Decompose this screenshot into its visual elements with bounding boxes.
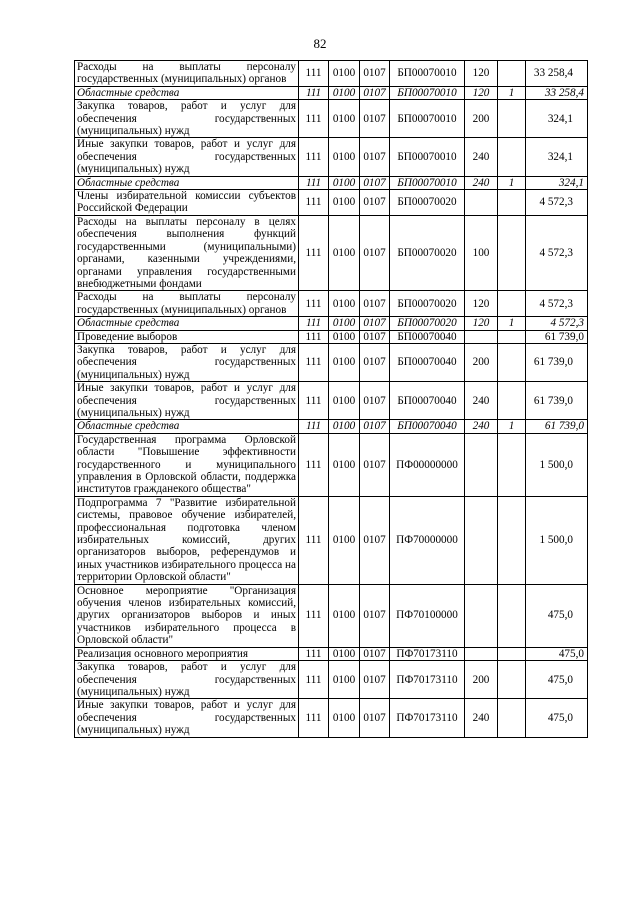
row-funding-source-cell xyxy=(498,496,526,584)
row-target-article-cell: БП00070040 xyxy=(390,330,465,343)
table-row xyxy=(75,584,588,647)
row-name-cell: Расходы на выплаты персоналу в целях обеспечения выполнения функций государственными (муниципальными) органами, казенными учреждениями, органами управления государственными внебюджетными фондами xyxy=(75,215,299,290)
row-name-cell: Областные средства xyxy=(75,86,299,99)
row-ministry-code-cell: 111 xyxy=(299,661,329,699)
row-section-code-cell: 0100 xyxy=(329,343,360,381)
row-target-article-cell: БП00070010 xyxy=(390,176,465,189)
row-section-code-cell: 0100 xyxy=(329,433,360,496)
row-section-code-cell: 0100 xyxy=(329,176,360,189)
row-name-cell: Иные закупки товаров, работ и услуг для обеспечения государственных (муниципальных) нужд xyxy=(75,699,299,737)
row-ministry-code-cell: 111 xyxy=(299,86,329,99)
table-row xyxy=(75,86,588,99)
table-row xyxy=(75,496,588,584)
table-row xyxy=(75,420,588,433)
row-ministry-code-cell: 111 xyxy=(299,61,329,87)
row-section-code-cell: 0100 xyxy=(329,317,360,330)
row-ministry-code-cell: 111 xyxy=(299,420,329,433)
row-ministry-code-cell: 111 xyxy=(299,138,329,176)
row-expense-type-cell: 200 xyxy=(465,100,498,138)
row-section-code-cell: 0100 xyxy=(329,420,360,433)
row-expense-type-cell: 240 xyxy=(465,420,498,433)
row-target-article-cell: БП00070040 xyxy=(390,343,465,381)
row-ministry-code-cell: 111 xyxy=(299,190,329,216)
row-target-article-cell: ПФ70173110 xyxy=(390,661,465,699)
row-ministry-code-cell: 111 xyxy=(299,496,329,584)
row-subsection-code-cell: 0107 xyxy=(360,433,390,496)
row-section-code-cell: 0100 xyxy=(329,699,360,737)
row-funding-source-cell xyxy=(498,291,526,317)
row-section-code-cell: 0100 xyxy=(329,138,360,176)
row-funding-source-cell xyxy=(498,330,526,343)
row-subsection-code-cell: 0107 xyxy=(360,699,390,737)
row-expense-type-cell: 200 xyxy=(465,661,498,699)
row-section-code-cell: 0100 xyxy=(329,86,360,99)
row-target-article-cell: БП00070010 xyxy=(390,100,465,138)
row-expense-type-cell: 100 xyxy=(465,215,498,290)
row-section-code-cell: 0100 xyxy=(329,382,360,420)
table-row xyxy=(75,343,588,381)
row-amount-cell: 324,1 xyxy=(526,176,588,189)
row-expense-type-cell xyxy=(465,647,498,660)
row-name-cell: Проведение выборов xyxy=(75,330,299,343)
row-expense-type-cell xyxy=(465,584,498,647)
row-expense-type-cell: 240 xyxy=(465,176,498,189)
row-name-cell: Иные закупки товаров, работ и услуг для обеспечения государственных (муниципальных) нужд xyxy=(75,382,299,420)
row-ministry-code-cell: 111 xyxy=(299,584,329,647)
table-row xyxy=(75,330,588,343)
row-amount-cell: 1 500,0 xyxy=(526,496,588,584)
row-amount-cell: 61 739,0 xyxy=(526,330,588,343)
row-name-cell: Расходы на выплаты персоналу государственных (муниципальных) органов xyxy=(75,291,299,317)
row-subsection-code-cell: 0107 xyxy=(360,420,390,433)
table-row xyxy=(75,100,588,138)
row-target-article-cell: ПФ00000000 xyxy=(390,433,465,496)
row-expense-type-cell: 240 xyxy=(465,699,498,737)
table-row xyxy=(75,661,588,699)
table-row xyxy=(75,291,588,317)
row-subsection-code-cell: 0107 xyxy=(360,138,390,176)
row-ministry-code-cell: 111 xyxy=(299,317,329,330)
row-expense-type-cell: 240 xyxy=(465,382,498,420)
row-expense-type-cell: 120 xyxy=(465,61,498,87)
row-section-code-cell: 0100 xyxy=(329,100,360,138)
row-funding-source-cell: 1 xyxy=(498,317,526,330)
row-funding-source-cell xyxy=(498,100,526,138)
row-subsection-code-cell: 0107 xyxy=(360,176,390,189)
row-funding-source-cell: 1 xyxy=(498,420,526,433)
row-name-cell: Иные закупки товаров, работ и услуг для обеспечения государственных (муниципальных) нужд xyxy=(75,138,299,176)
table-row xyxy=(75,215,588,290)
row-section-code-cell: 0100 xyxy=(329,661,360,699)
row-target-article-cell: ПФ70100000 xyxy=(390,584,465,647)
row-funding-source-cell xyxy=(498,343,526,381)
row-amount-cell: 61 739,0 xyxy=(526,420,588,433)
row-amount-cell: 33 258,4 xyxy=(526,86,588,99)
row-section-code-cell: 0100 xyxy=(329,291,360,317)
row-name-cell: Закупка товаров, работ и услуг для обеспечения государственных (муниципальных) нужд xyxy=(75,343,299,381)
row-expense-type-cell: 120 xyxy=(465,317,498,330)
row-amount-cell: 61 739,0 xyxy=(526,343,588,381)
row-funding-source-cell xyxy=(498,661,526,699)
row-target-article-cell: ПФ70173110 xyxy=(390,699,465,737)
row-amount-cell: 324,1 xyxy=(526,138,588,176)
row-amount-cell: 33 258,4 xyxy=(526,61,588,87)
row-subsection-code-cell: 0107 xyxy=(360,215,390,290)
row-name-cell: Члены избирательной комиссии субъектов Российской Федерации xyxy=(75,190,299,216)
row-name-cell: Закупка товаров, работ и услуг для обеспечения государственных (муниципальных) нужд xyxy=(75,100,299,138)
row-section-code-cell: 0100 xyxy=(329,330,360,343)
row-subsection-code-cell: 0107 xyxy=(360,382,390,420)
table-row xyxy=(75,433,588,496)
row-expense-type-cell xyxy=(465,190,498,216)
row-name-cell: Реализация основного мероприятия xyxy=(75,647,299,660)
row-funding-source-cell: 1 xyxy=(498,86,526,99)
row-section-code-cell: 0100 xyxy=(329,584,360,647)
row-section-code-cell: 0100 xyxy=(329,61,360,87)
table-row xyxy=(75,317,588,330)
row-target-article-cell: БП00070020 xyxy=(390,291,465,317)
row-funding-source-cell xyxy=(498,584,526,647)
table-row xyxy=(75,176,588,189)
row-target-article-cell: ПФ70000000 xyxy=(390,496,465,584)
row-expense-type-cell xyxy=(465,496,498,584)
row-target-article-cell: БП00070010 xyxy=(390,61,465,87)
page-number: 82 xyxy=(313,36,327,51)
row-ministry-code-cell: 111 xyxy=(299,699,329,737)
row-funding-source-cell xyxy=(498,215,526,290)
row-name-cell: Областные средства xyxy=(75,176,299,189)
row-name-cell: Областные средства xyxy=(75,317,299,330)
budget-table xyxy=(74,60,588,738)
row-ministry-code-cell: 111 xyxy=(299,100,329,138)
row-name-cell: Основное мероприятие "Организация обучения членов избирательных комиссий, других организаторов выборов и иных участников избирательного процесса в Орловской области" xyxy=(75,584,299,647)
row-ministry-code-cell: 111 xyxy=(299,647,329,660)
row-ministry-code-cell: 111 xyxy=(299,343,329,381)
row-funding-source-cell xyxy=(498,382,526,420)
row-target-article-cell: БП00070020 xyxy=(390,190,465,216)
row-funding-source-cell xyxy=(498,138,526,176)
row-name-cell: Закупка товаров, работ и услуг для обеспечения государственных (муниципальных) нужд xyxy=(75,661,299,699)
row-funding-source-cell xyxy=(498,699,526,737)
row-section-code-cell: 0100 xyxy=(329,496,360,584)
row-funding-source-cell xyxy=(498,190,526,216)
row-amount-cell: 1 500,0 xyxy=(526,433,588,496)
row-amount-cell: 4 572,3 xyxy=(526,291,588,317)
row-name-cell: Областные средства xyxy=(75,420,299,433)
row-subsection-code-cell: 0107 xyxy=(360,661,390,699)
row-expense-type-cell xyxy=(465,433,498,496)
budget-table-body xyxy=(75,61,588,738)
row-ministry-code-cell: 111 xyxy=(299,382,329,420)
row-target-article-cell: БП00070010 xyxy=(390,138,465,176)
row-subsection-code-cell: 0107 xyxy=(360,343,390,381)
table-row xyxy=(75,699,588,737)
row-subsection-code-cell: 0107 xyxy=(360,86,390,99)
row-subsection-code-cell: 0107 xyxy=(360,190,390,216)
row-amount-cell: 475,0 xyxy=(526,647,588,660)
row-amount-cell: 475,0 xyxy=(526,661,588,699)
row-section-code-cell: 0100 xyxy=(329,215,360,290)
row-subsection-code-cell: 0107 xyxy=(360,291,390,317)
table-row xyxy=(75,190,588,216)
row-target-article-cell: ПФ70173110 xyxy=(390,647,465,660)
row-expense-type-cell: 120 xyxy=(465,291,498,317)
row-ministry-code-cell: 111 xyxy=(299,330,329,343)
row-name-cell: Подпрограмма 7 "Развитие избирательной системы, правовое обучение избирателей, профессиональная подготовка членом избирательных комиссий, других организаторов выборов, референдумов и иных участников избирательного процесса на территории Орловской области" xyxy=(75,496,299,584)
row-subsection-code-cell: 0107 xyxy=(360,496,390,584)
row-amount-cell: 324,1 xyxy=(526,100,588,138)
row-funding-source-cell xyxy=(498,433,526,496)
row-expense-type-cell xyxy=(465,330,498,343)
table-row xyxy=(75,647,588,660)
row-target-article-cell: БП00070010 xyxy=(390,86,465,99)
row-funding-source-cell xyxy=(498,61,526,87)
row-expense-type-cell: 200 xyxy=(465,343,498,381)
row-target-article-cell: БП00070040 xyxy=(390,420,465,433)
row-subsection-code-cell: 0107 xyxy=(360,317,390,330)
row-ministry-code-cell: 111 xyxy=(299,176,329,189)
table-row xyxy=(75,382,588,420)
row-funding-source-cell xyxy=(498,647,526,660)
table-row xyxy=(75,138,588,176)
row-amount-cell: 475,0 xyxy=(526,584,588,647)
row-subsection-code-cell: 0107 xyxy=(360,647,390,660)
row-section-code-cell: 0100 xyxy=(329,647,360,660)
row-funding-source-cell: 1 xyxy=(498,176,526,189)
row-target-article-cell: БП00070020 xyxy=(390,317,465,330)
row-subsection-code-cell: 0107 xyxy=(360,61,390,87)
row-amount-cell: 4 572,3 xyxy=(526,317,588,330)
row-target-article-cell: БП00070040 xyxy=(390,382,465,420)
row-expense-type-cell: 240 xyxy=(465,138,498,176)
row-ministry-code-cell: 111 xyxy=(299,291,329,317)
row-amount-cell: 61 739,0 xyxy=(526,382,588,420)
row-ministry-code-cell: 111 xyxy=(299,433,329,496)
row-ministry-code-cell: 111 xyxy=(299,215,329,290)
row-subsection-code-cell: 0107 xyxy=(360,584,390,647)
row-amount-cell: 4 572,3 xyxy=(526,215,588,290)
row-section-code-cell: 0100 xyxy=(329,190,360,216)
row-target-article-cell: БП00070020 xyxy=(390,215,465,290)
row-amount-cell: 4 572,3 xyxy=(526,190,588,216)
table-row xyxy=(75,61,588,87)
row-name-cell: Государственная программа Орловской области "Повышение эффективности государственного и муниципального управления в Орловской области, поддержка институтов гражданекого общества" xyxy=(75,433,299,496)
row-name-cell: Расходы на выплаты персоналу государственных (муниципальных) органов xyxy=(75,61,299,87)
row-subsection-code-cell: 0107 xyxy=(360,330,390,343)
row-amount-cell: 475,0 xyxy=(526,699,588,737)
row-expense-type-cell: 120 xyxy=(465,86,498,99)
row-subsection-code-cell: 0107 xyxy=(360,100,390,138)
